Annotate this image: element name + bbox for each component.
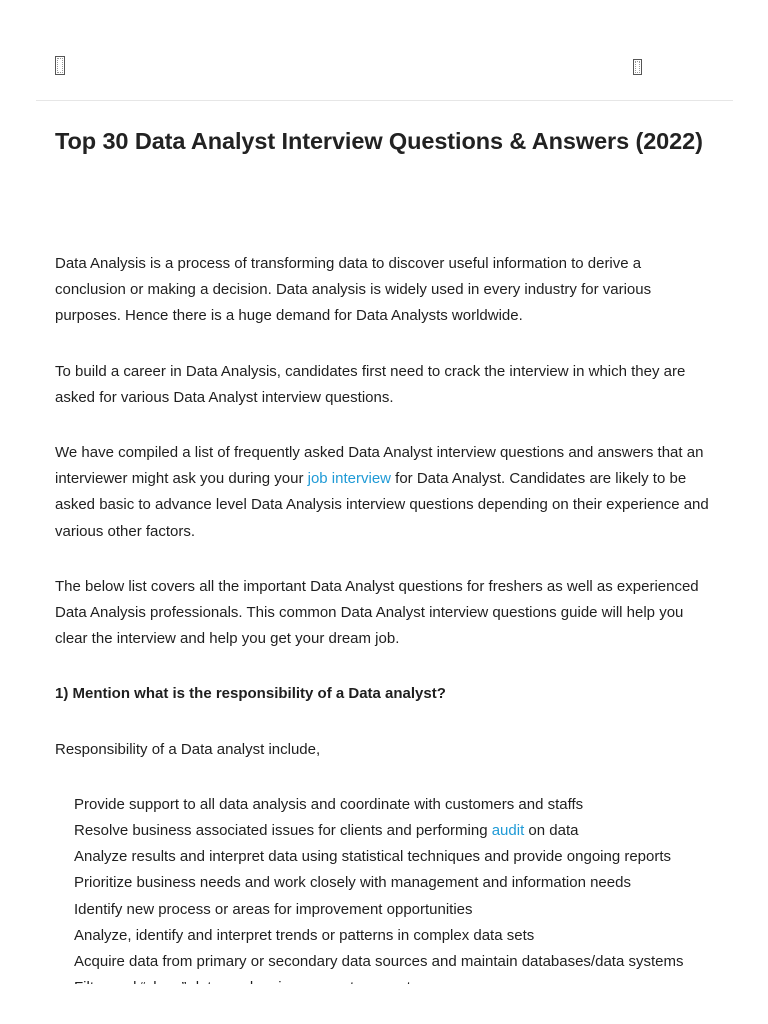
list-item: Provide support to all data analysis and coordinate with customers and staffs xyxy=(74,795,584,813)
career-paragraph: To build a career in Data Analysis, candidates first need to crack the interview in which they are asked for various Data Analyst interview questions. xyxy=(55,362,686,406)
question-intro: Responsibility of a Data analyst include, xyxy=(55,740,321,758)
article-body xyxy=(55,251,715,1001)
intro-paragraph: Data Analysis is a process of transforming data to discover useful information to derive a conclusion or making a decision. Data analysis is widely used in every industry for various purposes. Hence there is a huge demand for Data Analysts worldwide. xyxy=(55,255,652,325)
list-item-text: Resolve business associated issues for clients and performing xyxy=(74,822,492,840)
list-item: Analyze, identify and interpret trends or patterns in complex data sets xyxy=(74,926,535,944)
compiled-text-end: for Data Analyst. Candidates are likely to be asked basic to advance level Data Analysis interview questions depending on their experience and various other factors. xyxy=(55,470,709,540)
list-item xyxy=(74,818,715,844)
list-item: Identify new process or areas for improvement opportunities xyxy=(74,900,473,918)
compiled-paragraph xyxy=(55,440,715,545)
list-item-text-end: on data xyxy=(524,822,579,840)
list-item: Prioritize business needs and work closely with management and information needs xyxy=(74,874,631,892)
audit-link[interactable]: audit xyxy=(491,822,525,840)
top-bar xyxy=(36,0,733,101)
list-item: Analyze results and interpret data using statistical techniques and provide ongoing reports xyxy=(74,848,672,866)
search-icon[interactable] xyxy=(633,59,642,75)
responsibility-list xyxy=(55,792,715,1002)
compiled-text-start: We have compiled a list of frequently asked Data Analyst interview questions and answers that an interviewer might ask you during your xyxy=(55,444,704,488)
question-heading: 1) Mention what is the responsibility of a Data analyst? xyxy=(55,685,446,703)
page-title: Top 30 Data Analyst Interview Questions & Answers (2022) xyxy=(55,128,703,154)
list-covers-paragraph: The below list covers all the important Data Analyst questions for freshers as well as experienced Data Analysis professionals. This common Data Analyst interview questions guide will help you clear the interview and help you get your dream job. xyxy=(55,577,699,648)
page-bottom-mask xyxy=(0,984,768,1024)
menu-icon[interactable] xyxy=(55,56,65,75)
job-interview-link[interactable]: job interview xyxy=(307,470,391,488)
list-item: Acquire data from primary or secondary data sources and maintain databases/data systems xyxy=(74,953,684,971)
